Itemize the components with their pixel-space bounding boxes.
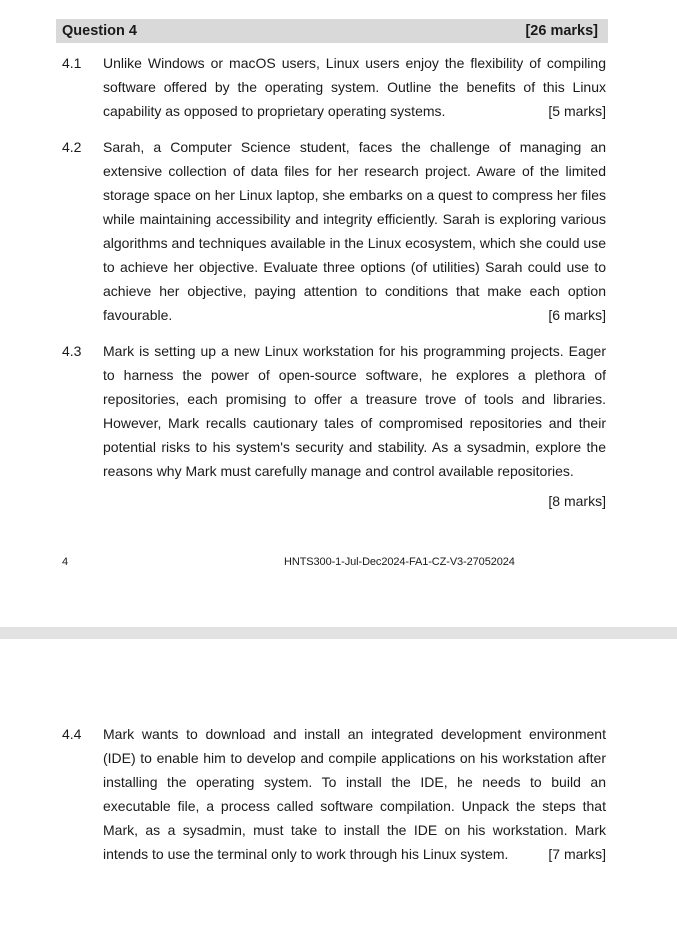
item-marks: [6 marks] <box>548 307 606 323</box>
question-item-4-1 <box>62 51 606 123</box>
question-item-4-3 <box>62 339 606 513</box>
page-2 <box>0 639 677 929</box>
item-number: 4.1 <box>62 55 82 71</box>
item-number: 4.2 <box>62 139 82 155</box>
item-text: Unlike Windows or macOS users, Linux users enjoy the flexibility of compiling software offered by the operating system. Outline the benefits of this Linux capability as opposed to proprietary operating systems. <box>103 55 606 119</box>
item-marks: [5 marks] <box>548 103 606 119</box>
item-text: Mark wants to download and install an integrated development environment (IDE) to enable him to develop and compile applications on his workstation after installing the operating system. To install the IDE, he needs to build an executable file, a process called software compilation. Unpack the steps that Mark, as a sysadmin, must take to install the IDE on his workstation. Mark intends to use the terminal only to work through his Linux system. <box>103 726 606 862</box>
question-item-4-2 <box>62 135 606 327</box>
page-footer <box>62 552 606 572</box>
item-marks: [7 marks] <box>548 846 606 862</box>
item-number: 4.3 <box>62 343 82 359</box>
page-number: 4 <box>62 556 69 568</box>
page-separator <box>0 627 677 639</box>
question-header <box>56 19 608 43</box>
item-marks: [8 marks] <box>548 493 606 509</box>
question-title: Question 4 <box>62 23 137 39</box>
item-number: 4.4 <box>62 726 82 742</box>
document-code: HNTS300-1-Jul-Dec2024-FA1-CZ-V3-27052024 <box>284 556 515 568</box>
item-text: Mark is setting up a new Linux workstation for his programming projects. Eager to harness the power of open-source software, he explores a plethora of repositories, each promising to offer a treasure trove of tools and libraries. However, Mark recalls cautionary tales of compromised repositories and their potential risks to his system's security and stability. As a sysadmin, explore the reasons why Mark must carefully manage and control available repositories. <box>103 343 606 479</box>
item-text: Sarah, a Computer Science student, faces the challenge of managing an extensive collection of data files for her research project. Aware of the limited storage space on her Linux laptop, she embarks on a quest to compress her files while maintaining accessibility and integrity efficiently. Sarah is exploring various algorithms and techniques available in the Linux ecosystem, which she could use to achieve her objective. Evaluate three options (of utilities) Sarah could use to achieve her objective, paying attention to conditions that make each option favourable. <box>103 139 606 323</box>
question-total-marks: [26 marks] <box>525 23 598 39</box>
question-item-4-4 <box>62 722 606 866</box>
